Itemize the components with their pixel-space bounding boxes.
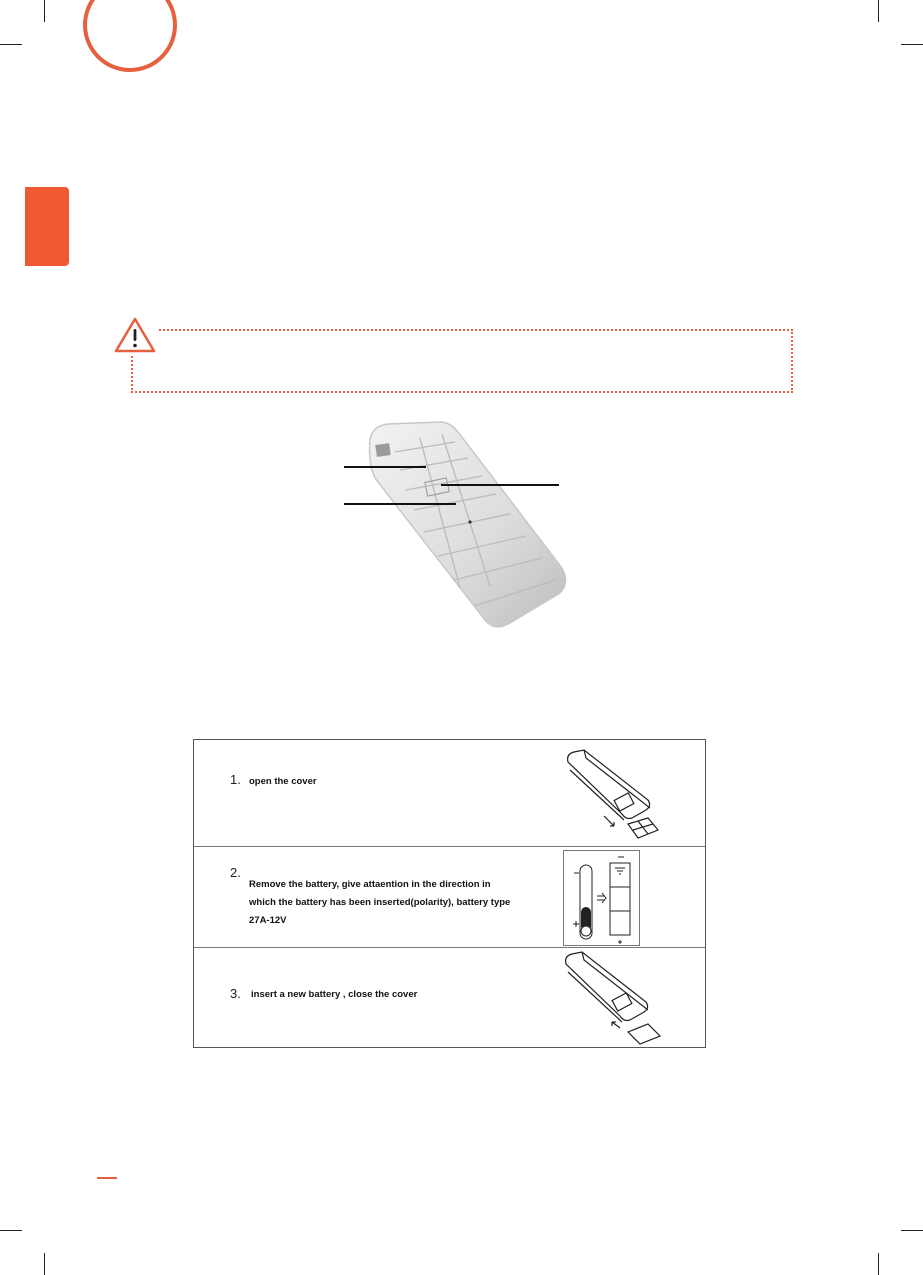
callout-line — [344, 503, 456, 505]
warning-box — [131, 329, 793, 393]
remote-open-cover-icon — [562, 748, 692, 843]
crop-mark — [901, 44, 923, 45]
crop-mark — [0, 44, 22, 45]
step-number: 3. — [230, 986, 241, 1001]
step-row-2 — [194, 847, 705, 947]
footer-accent-line — [97, 1177, 117, 1179]
remote-control-image — [340, 418, 580, 636]
step-text-line: Remove the battery, give attaention in the direction in — [249, 879, 491, 890]
callout-line — [344, 466, 426, 468]
step-text-line: which the battery has been inserted(polarity), battery type — [249, 897, 511, 908]
step-text: insert a new battery , close the cover — [251, 989, 418, 1000]
step-number: 2. — [230, 865, 241, 880]
battery-steps-table — [193, 739, 706, 1048]
step-row-1 — [194, 740, 705, 846]
crop-mark — [878, 1253, 879, 1275]
section-tab — [25, 187, 69, 266]
crop-mark — [901, 1230, 923, 1231]
step-row-3 — [194, 948, 705, 1048]
step-text: open the cover — [249, 776, 317, 787]
page-number-circle — [83, 0, 177, 72]
crop-mark — [44, 0, 45, 22]
warning-icon — [113, 316, 157, 354]
crop-mark — [0, 1230, 22, 1231]
step-number: 1. — [230, 772, 241, 787]
callout-line — [441, 484, 559, 486]
battery-polarity-diagram — [563, 850, 640, 946]
crop-mark — [878, 0, 879, 22]
step-text-line: 27A-12V — [249, 915, 287, 926]
remote-close-cover-icon — [560, 950, 690, 1046]
crop-mark — [44, 1253, 45, 1275]
step-text — [249, 876, 539, 930]
